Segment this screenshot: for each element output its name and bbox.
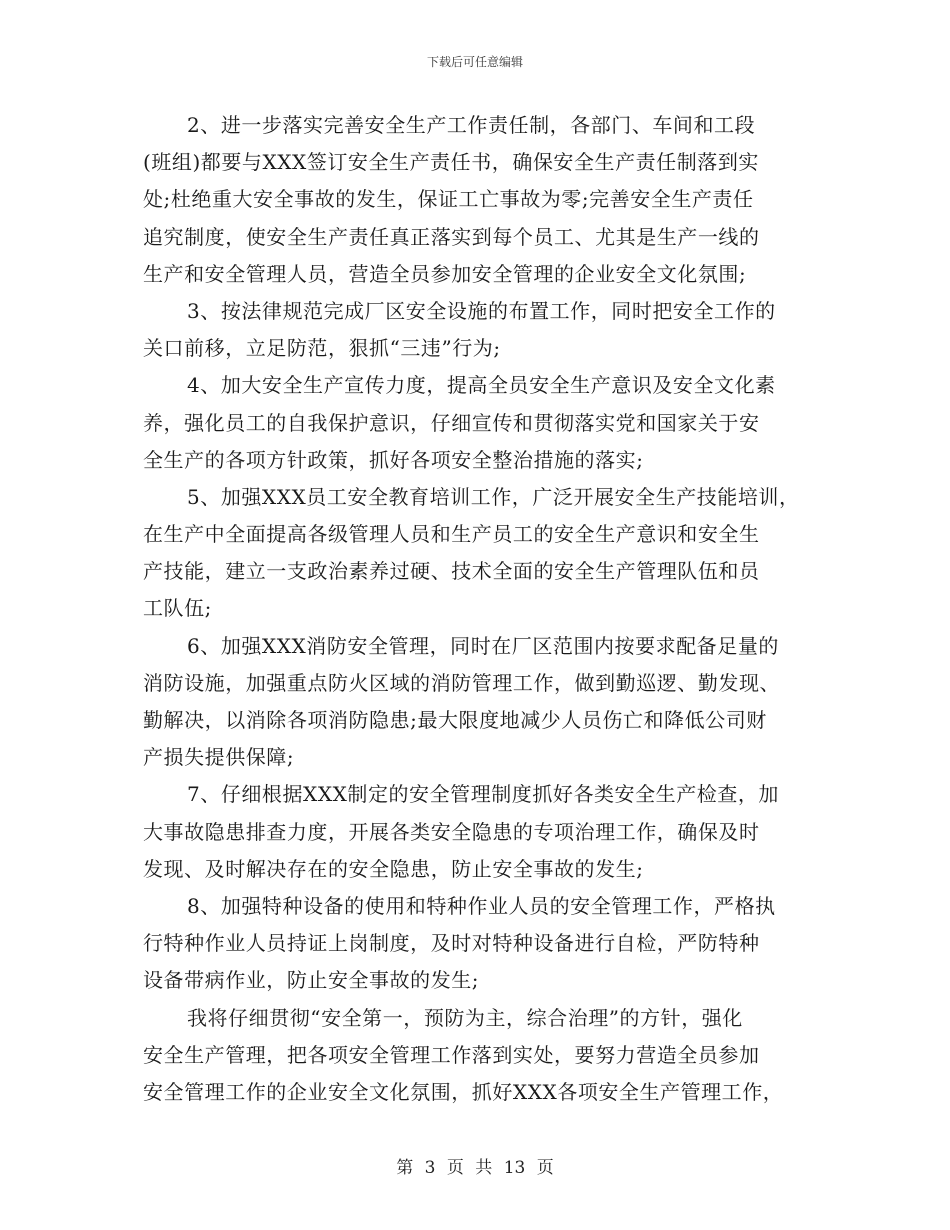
paragraph-line: 发现、及时解决存在的安全隐患，防止安全事故的发生; xyxy=(143,856,644,881)
paragraph-first-line: 2、进一步落实完善安全生产工作责任制，各部门、车间和工段 xyxy=(187,113,756,137)
paragraph-line: 安全管理工作的企业安全文化氛围，抓好XXX各项安全生产管理工作， xyxy=(143,1079,784,1104)
paragraph-first-line: 我将仔细贯彻“安全第一，预防为主，综合治理”的方针，强化 xyxy=(187,1005,743,1030)
document-body xyxy=(143,107,808,1111)
paragraph-first-line: 6、加强XXX消防安全管理，同时在厂区范围内按要求配备足量的 xyxy=(187,633,779,658)
paragraph-line: 全生产的各项方针政策，抓好各项安全整治措施的落实; xyxy=(143,447,644,472)
paragraph-first-line: 4、加大安全生产宣传力度，提高全员安全生产意识及安全文化素 xyxy=(187,373,776,398)
paragraph-line: 处;杜绝重大安全事故的发生，保证工亡事故为零;完善安全生产责任 xyxy=(143,187,754,212)
page-number-footer: 第 3 页 共 13 页 xyxy=(396,1158,554,1178)
paragraph-line: 在生产中全面提高各级管理人员和生产员工的安全生产意识和安全生 xyxy=(143,522,760,547)
paragraph-line: 追究制度，使安全生产责任真正落实到每个员工、尤其是生产一线的 xyxy=(143,224,760,249)
paragraph-line: 大事故隐患排查力度，开展各类安全隐患的专项治理工作，确保及时 xyxy=(143,819,760,844)
paragraph-first-line: 8、加强特种设备的使用和特种作业人员的安全管理工作，严格执 xyxy=(187,893,776,918)
paragraph-line: 产技能，建立一支政治素养过硬、技术全面的安全生产管理队伍和员 xyxy=(143,559,760,584)
paragraph-line: 安全生产管理，把各项安全管理工作落到实处，要努力营造全员参加 xyxy=(143,1042,760,1067)
paragraph-line: 关口前移，立足防范，狠抓“三违”行为; xyxy=(143,336,501,361)
paragraph-first-line: 5、加强XXX员工安全教育培训工作，广泛开展安全生产技能培训， xyxy=(187,484,800,509)
paragraph-first-line: 3、按法律规范完成厂区安全设施的布置工作，同时把安全工作的 xyxy=(187,298,776,323)
paragraph-line: 行特种作业人员持证上岗制度，及时对特种设备进行自检，严防特种 xyxy=(143,931,760,956)
paragraph-line: (班组)都要与XXX签订安全生产责任书，确保安全生产责任制落到实 xyxy=(143,150,759,175)
paragraph-line: 养，强化员工的自我保护意识，仔细宣传和贯彻落实党和国家关于安 xyxy=(143,410,760,435)
paragraph-line: 工队伍; xyxy=(143,596,212,621)
paragraph-first-line: 7、仔细根据XXX制定的安全管理制度抓好各类安全生产检查，加 xyxy=(187,782,779,807)
paragraph-line: 生产和安全管理人员，营造全员参加安全管理的企业安全文化氛围; xyxy=(143,261,747,286)
page-header: 下载后可任意编辑 xyxy=(426,55,523,69)
paragraph-line: 勤解决，以消除各项消防隐患;最大限度地减少人员伤亡和降低公司财 xyxy=(143,708,767,732)
paragraph-line: 设备带病作业，防止安全事故的发生; xyxy=(143,968,480,993)
paragraph-line: 消防设施，加强重点防火区域的消防管理工作，做到勤巡逻、勤发现、 xyxy=(143,670,781,695)
paragraph-line: 产损失提供保障; xyxy=(143,745,295,770)
